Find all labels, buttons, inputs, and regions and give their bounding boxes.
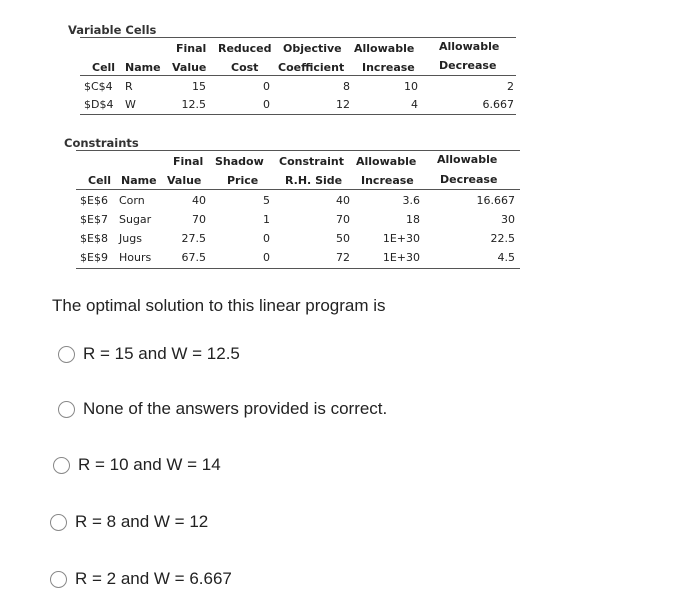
- header-coefficient: Coefficient: [278, 61, 345, 74]
- header-name: Name: [125, 61, 161, 74]
- header-price: Price: [227, 174, 259, 187]
- radio-button[interactable]: [50, 571, 67, 588]
- header-value: Value: [167, 174, 202, 187]
- table-cell: 40: [192, 194, 206, 207]
- table-cell: 8: [343, 80, 350, 93]
- table-cell: $E$6: [80, 194, 108, 207]
- header-final: Final: [173, 155, 204, 168]
- table-cell: 2: [507, 80, 514, 93]
- table-cell: 50: [336, 232, 350, 245]
- table-cell: 15: [192, 80, 206, 93]
- table-cell: Corn: [119, 194, 145, 207]
- answer-label: None of the answers provided is correct.: [83, 399, 388, 418]
- header-reduced: Reduced: [218, 42, 272, 55]
- answer-option-5[interactable]: [50, 569, 232, 589]
- table-cell: 70: [336, 213, 350, 226]
- header-allowable-increase: Allowable: [354, 42, 415, 55]
- table-cell: 1: [263, 213, 270, 226]
- header-shadow: Shadow: [215, 155, 264, 168]
- answer-option-3[interactable]: [53, 455, 221, 475]
- table-cell: 10: [404, 80, 418, 93]
- table-cell: $C$4: [84, 80, 113, 93]
- table-cell: 67.5: [181, 251, 206, 264]
- table-top-rule: [76, 150, 520, 151]
- table-cell: 6.667: [482, 98, 514, 111]
- answer-label: R = 2 and W = 6.667: [75, 569, 232, 588]
- radio-button[interactable]: [53, 457, 70, 474]
- table-cell: 40: [336, 194, 350, 207]
- table-cell: Hours: [119, 251, 152, 264]
- header-cell: Cell: [92, 61, 116, 74]
- table-cell: 1E+30: [382, 251, 420, 264]
- question-text: The optimal solution to this linear program is: [52, 296, 386, 315]
- table-cell: 70: [192, 213, 206, 226]
- header-allowable-decrease: Allowable: [439, 40, 500, 53]
- table-cell: 72: [336, 251, 350, 264]
- table-cell: 3.6: [402, 194, 420, 207]
- table-cell: 0: [263, 80, 270, 93]
- radio-button[interactable]: [50, 514, 67, 531]
- table-cell: Sugar: [119, 213, 152, 226]
- header-increase: Increase: [361, 174, 414, 187]
- header-rhs: R.H. Side: [285, 174, 343, 187]
- header-final: Final: [176, 42, 207, 55]
- table-cell: 16.667: [476, 194, 515, 207]
- table-cell: 0: [263, 98, 270, 111]
- table-cell: 12.5: [181, 98, 206, 111]
- header-increase: Increase: [362, 61, 415, 74]
- header-constraint: Constraint: [279, 155, 344, 168]
- table-cell: W: [125, 98, 136, 111]
- answer-option-4[interactable]: [50, 512, 208, 532]
- answer-label: R = 15 and W = 12.5: [83, 344, 240, 363]
- table-cell: 12: [336, 98, 350, 111]
- header-value: Value: [172, 61, 207, 74]
- table-cell: 22.5: [490, 232, 515, 245]
- table-cell: 4.5: [497, 251, 515, 264]
- answer-option-2[interactable]: [58, 399, 387, 419]
- header-cell: Cell: [88, 174, 112, 187]
- header-decrease: Decrease: [439, 59, 497, 72]
- table-cell: 30: [501, 213, 515, 226]
- table-bottom-rule: [76, 268, 520, 269]
- table-cell: 5: [263, 194, 270, 207]
- table-cell: Jugs: [119, 232, 142, 245]
- constraints-title: Constraints: [64, 136, 139, 150]
- header-objective: Objective: [283, 42, 342, 55]
- table-cell: R: [125, 80, 133, 93]
- table-cell: 27.5: [181, 232, 206, 245]
- table-cell: 0: [263, 232, 270, 245]
- table-cell: $E$9: [80, 251, 108, 264]
- table-cell: 1E+30: [382, 232, 420, 245]
- variable-cells-title: Variable Cells: [68, 23, 157, 37]
- table-cell: $D$4: [84, 98, 114, 111]
- answer-label: R = 10 and W = 14: [78, 455, 221, 474]
- answer-label: R = 8 and W = 12: [75, 512, 209, 531]
- header-cost: Cost: [231, 61, 259, 74]
- radio-button[interactable]: [58, 346, 75, 363]
- table-cell: $E$7: [80, 213, 108, 226]
- header-name: Name: [121, 174, 157, 187]
- answer-option-1[interactable]: [58, 344, 240, 364]
- header-rule: [76, 189, 520, 190]
- header-allowable-decrease: Allowable: [437, 153, 498, 166]
- table-cell: 18: [406, 213, 420, 226]
- header-allowable-increase: Allowable: [356, 155, 417, 168]
- header-decrease: Decrease: [440, 173, 498, 186]
- table-cell: 4: [411, 98, 418, 111]
- table-cell: $E$8: [80, 232, 108, 245]
- constraints-table: [0, 0, 700, 280]
- table-cell: 0: [263, 251, 270, 264]
- radio-button[interactable]: [58, 401, 75, 418]
